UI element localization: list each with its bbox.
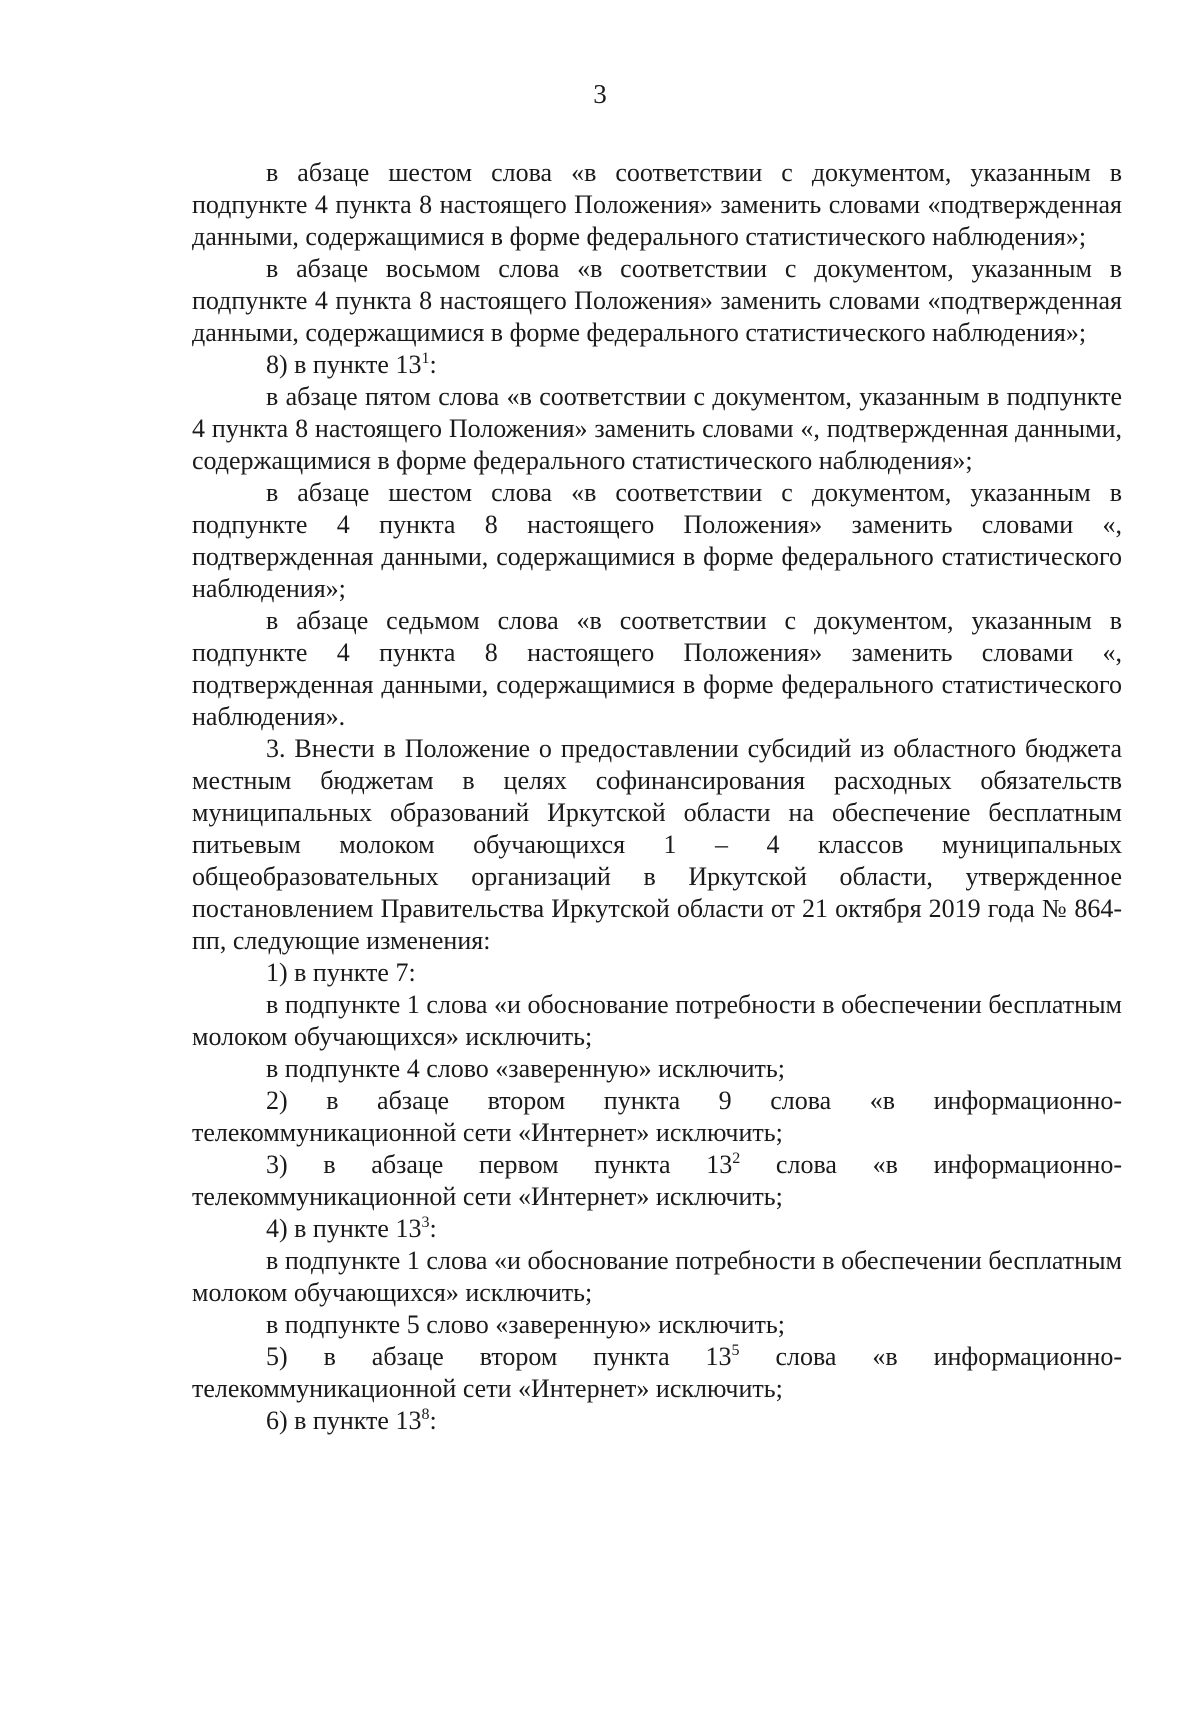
paragraph <box>192 1309 1122 1341</box>
superscript: 1 <box>421 350 430 367</box>
paragraph <box>192 349 1122 381</box>
superscript: 2 <box>732 1150 741 1167</box>
paragraph <box>192 1245 1122 1309</box>
paragraph <box>192 477 1122 605</box>
paragraph-text: 6) в пункте 13 <box>266 1406 422 1435</box>
paragraph <box>192 1085 1122 1149</box>
paragraph <box>192 1149 1122 1213</box>
paragraph <box>192 733 1122 957</box>
superscript: 5 <box>731 1342 740 1359</box>
paragraph <box>192 381 1122 477</box>
paragraph <box>192 1405 1122 1437</box>
paragraph-text: 3. Внести в Положение о предоставлении субсидий из областного бюджета местным бюджетам в целях софинансирования расходных обязательств муниципальных образований Иркутской области на обеспечение бесплатным питьевым молоком обучающихся 1 – 4 классов муниципальных общеобразовательных организаций в Иркутской области, утвержденное постановлением Правительства Иркутской области от 21 октября 2019 года № 864-пп, следующие изменения: <box>192 734 1122 955</box>
paragraph-tail: : <box>429 350 437 379</box>
document-body <box>192 157 1122 1437</box>
paragraph-text: 3) в абзаце первом пункта 13 <box>266 1150 733 1179</box>
paragraph-text: в абзаце пятом слова «в соответствии с документом, указанным в подпункте 4 пункта 8 настоящего Положения» заменить словами «, подтвержденная данными, содержащимися в форме федерального статистического наблюдения»; <box>192 382 1122 475</box>
paragraph-tail: слова «в информационно-телекоммуникационной сети «Интернет» исключить; <box>192 1150 1122 1211</box>
paragraph <box>192 989 1122 1053</box>
paragraph-text: 5) в абзаце втором пункта 13 <box>266 1342 732 1371</box>
paragraph <box>192 605 1122 733</box>
paragraph-text: в подпункте 5 слово «заверенную» исключить; <box>266 1310 785 1339</box>
paragraph <box>192 957 1122 989</box>
page-number: 3 <box>593 79 607 109</box>
paragraph <box>192 253 1122 349</box>
paragraph-text: 1) в пункте 7: <box>266 958 416 987</box>
paragraph-text: в подпункте 1 слова «и обоснование потребности в обеспечении бесплатным молоком обучающихся» исключить; <box>192 990 1122 1051</box>
paragraph <box>192 1341 1122 1405</box>
paragraph-text: в подпункте 1 слова «и обоснование потребности в обеспечении бесплатным молоком обучающихся» исключить; <box>192 1246 1122 1307</box>
paragraph-text: в абзаце шестом слова «в соответствии с документом, указанным в подпункте 4 пункта 8 настоящего Положения» заменить словами «, подтвержденная данными, содержащимися в форме федерального статистического наблюдения»; <box>192 478 1122 603</box>
paragraph-text: в абзаце шестом слова «в соответствии с документом, указанным в подпункте 4 пункта 8 настоящего Положения» заменить словами «подтвержденная данными, содержащимися в форме федерального статистического наблюдения»; <box>192 158 1122 251</box>
paragraph-text: в абзаце седьмом слова «в соответствии с документом, указанным в подпункте 4 пункта 8 настоящего Положения» заменить словами «, подтвержденная данными, содержащимися в форме федерального статистического наблюдения». <box>192 606 1122 731</box>
paragraph <box>192 157 1122 253</box>
paragraph-text: 2) в абзаце втором пункта 9 слова «в информационно-телекоммуникационной сети «Интернет» исключить; <box>192 1086 1122 1147</box>
paragraph <box>192 1053 1122 1085</box>
paragraph-tail: : <box>429 1406 437 1435</box>
superscript: 8 <box>421 1406 430 1423</box>
superscript: 3 <box>421 1214 430 1231</box>
paragraph-text: 4) в пункте 13 <box>266 1214 422 1243</box>
paragraph <box>192 1213 1122 1245</box>
paragraph-tail: : <box>429 1214 437 1243</box>
paragraph-tail: слова «в информационно-телекоммуникационной сети «Интернет» исключить; <box>192 1342 1122 1403</box>
paragraph-text: 8) в пункте 13 <box>266 350 422 379</box>
paragraph-text: в абзаце восьмом слова «в соответствии с документом, указанным в подпункте 4 пункта 8 настоящего Положения» заменить словами «подтвержденная данными, содержащимися в форме федерального статистического наблюдения»; <box>192 254 1122 347</box>
paragraph-text: в подпункте 4 слово «заверенную» исключить; <box>266 1054 785 1083</box>
